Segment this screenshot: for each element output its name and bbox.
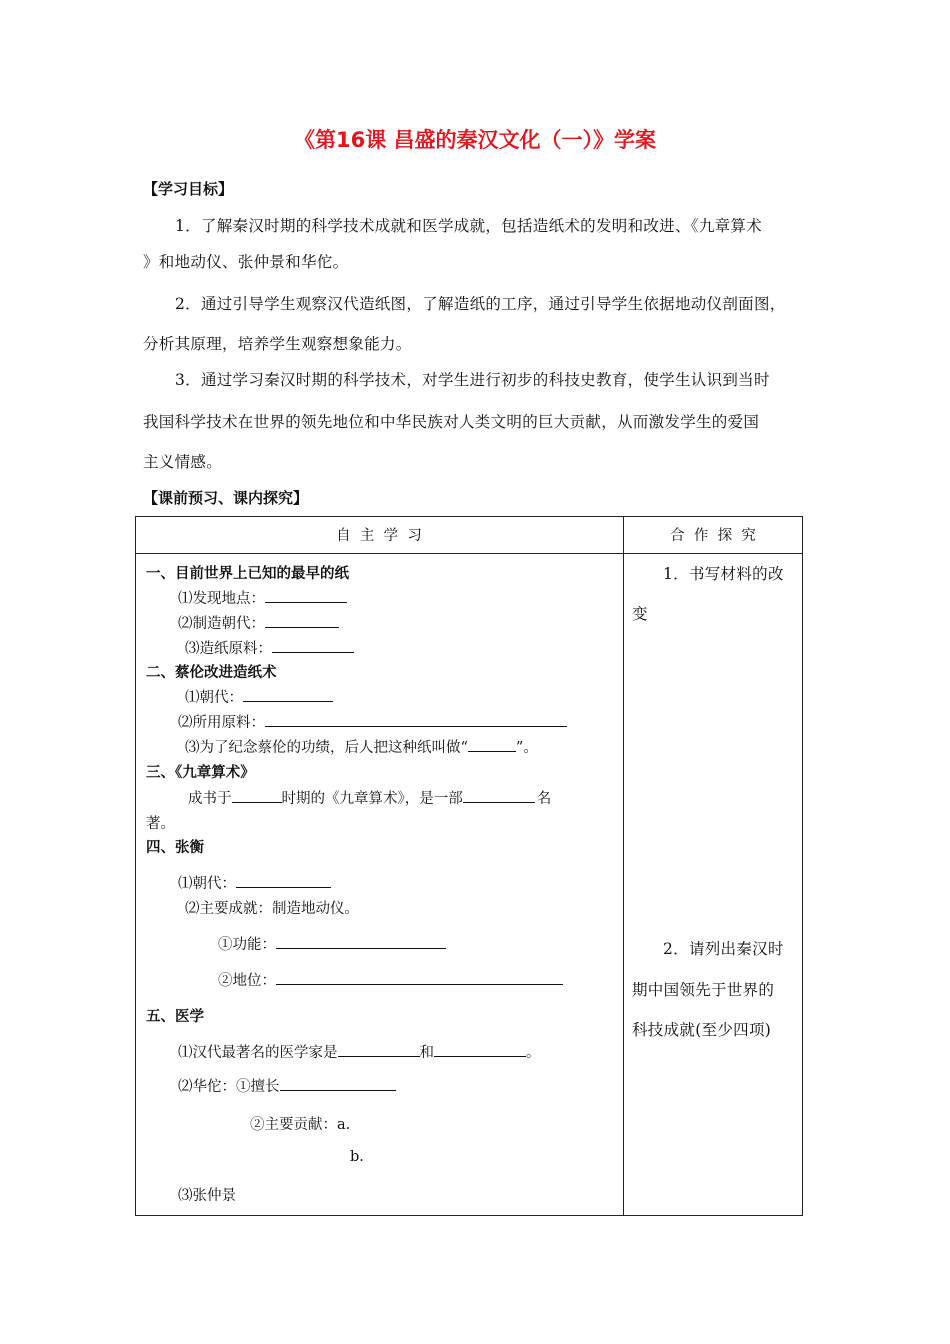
goal-3-line-2: 我国科学技术在世界的领先地位和中华民族对人类文明的巨大贡献，从而激发学生的爱国 bbox=[143, 413, 760, 431]
question-2-line-2: 期中国领先于世界的 bbox=[632, 981, 775, 999]
goals-heading: 【学习目标】 bbox=[143, 180, 234, 198]
question-1-line-2: 变 bbox=[632, 605, 648, 623]
blank-dynasty[interactable] bbox=[265, 612, 339, 628]
blank-doctor-2[interactable] bbox=[434, 1041, 526, 1057]
goal-1-line-1: 1．了解秦汉时期的科学技术成就和医学成就，包括造纸术的发明和改进、《九章算术 bbox=[175, 217, 763, 235]
blank-discovery-place[interactable] bbox=[265, 587, 347, 603]
goal-3-line-3: 主义情感。 bbox=[143, 453, 223, 471]
section-1-heading: 一、目前世界上已知的最早的纸 bbox=[146, 566, 349, 582]
item-dynasty: ⑵制造朝代： bbox=[178, 612, 339, 633]
blank-materials[interactable] bbox=[272, 637, 354, 653]
column-header-self-study: 自 主 学 习 bbox=[336, 528, 422, 544]
item-paper-name: ⑶为了纪念蔡伦的功绩，后人把这种纸叫做“ ”。 bbox=[185, 736, 538, 757]
item-seismograph-status: ②地位： bbox=[218, 969, 563, 990]
item-huatuo-contribution-b: b. bbox=[350, 1149, 364, 1165]
blank-status[interactable] bbox=[276, 969, 563, 985]
item-zhangheng-dynasty: ⑴朝代： bbox=[178, 872, 331, 893]
goal-2-line-1: 2．通过引导学生观察汉代造纸图，了解造纸的工序，通过引导学生依据地动仪剖面图， bbox=[175, 295, 786, 313]
page-title: 《第16课 昌盛的秦汉文化（一）》学案 bbox=[293, 128, 657, 152]
item-famous-doctors: ⑴汉代最著名的医学家是 和 。 bbox=[178, 1041, 541, 1062]
section-3-heading: 三、《九章算术》 bbox=[146, 765, 255, 781]
column-header-cooperation: 合 作 探 究 bbox=[670, 528, 756, 544]
table-header-divider bbox=[135, 553, 803, 554]
question-1-line-1: 1．书写材料的改 bbox=[663, 565, 784, 583]
section-5-heading: 五、医学 bbox=[146, 1009, 204, 1025]
blank-type[interactable] bbox=[463, 787, 535, 803]
item-cailun-materials: ⑵所用原料： bbox=[178, 711, 567, 732]
section-4-heading: 四、张衡 bbox=[146, 840, 204, 856]
question-2-line-1: 2．请列出秦汉时 bbox=[663, 940, 784, 958]
goal-1-line-2: 》和地动仪、张仲景和华佗。 bbox=[143, 253, 349, 271]
item-nine-chapters: 成书于 时期的《九章算术》，是一部 名 bbox=[188, 787, 551, 808]
goal-3-line-1: 3．通过学习秦汉时期的科学技术，对学生进行初步的科技史教育，使学生认识到当时 bbox=[175, 371, 770, 389]
blank-period[interactable] bbox=[232, 787, 282, 803]
blank-function[interactable] bbox=[276, 933, 446, 949]
item-cailun-dynasty: ⑴朝代： bbox=[185, 686, 333, 707]
item-seismograph-function: ①功能： bbox=[218, 933, 446, 954]
explore-heading: 【课前预习、课内探究】 bbox=[143, 489, 309, 507]
goal-2-line-2: 分析其原理，培养学生观察想象能力。 bbox=[143, 335, 412, 353]
item-materials: ⑶造纸原料： bbox=[185, 637, 354, 658]
blank-cailun-materials[interactable] bbox=[265, 711, 567, 727]
blank-cailun-dynasty[interactable] bbox=[243, 686, 333, 702]
item-zhangheng-achievement: ⑵主要成就：制造地动仪。 bbox=[185, 901, 359, 917]
question-2-line-3: 科技成就(至少四项) bbox=[632, 1021, 772, 1039]
section-2-heading: 二、蔡伦改进造纸术 bbox=[146, 665, 277, 681]
item-nine-chapters-cont: 著。 bbox=[146, 816, 175, 832]
blank-zhangheng-dynasty[interactable] bbox=[236, 872, 331, 888]
blank-paper-name[interactable] bbox=[468, 736, 516, 752]
item-huatuo-specialty: ⑵华佗：①擅长 bbox=[178, 1075, 396, 1096]
blank-doctor-1[interactable] bbox=[338, 1041, 420, 1057]
item-zhangzhongjing: ⑶张仲景 bbox=[178, 1188, 236, 1204]
item-huatuo-contribution: ②主要贡献：a. bbox=[250, 1117, 351, 1133]
item-discovery-place: ⑴发现地点： bbox=[178, 587, 347, 608]
blank-specialty[interactable] bbox=[280, 1075, 396, 1091]
table-column-divider bbox=[623, 516, 624, 1216]
